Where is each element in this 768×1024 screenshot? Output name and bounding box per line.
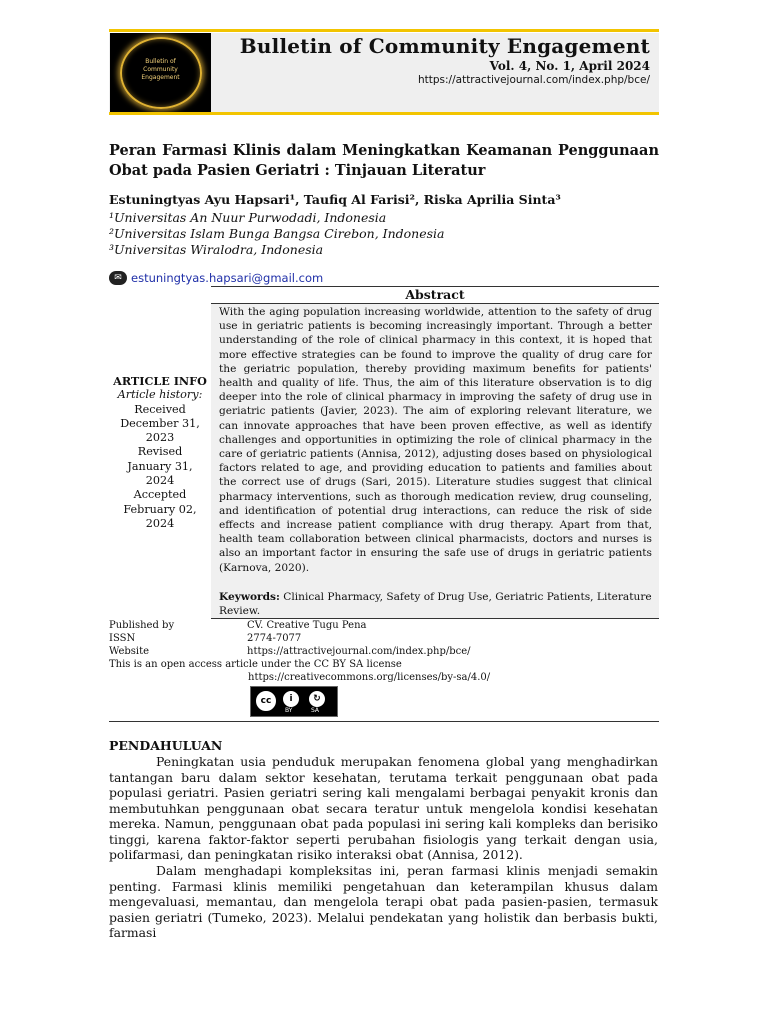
accepted-label: Accepted: [133, 488, 187, 502]
affiliation-1: ¹Universitas An Nuur Purwodadi, Indonesia: [109, 210, 387, 225]
journal-logo: [110, 33, 211, 112]
license-text: This is an open access article under the CC BY SA license: [109, 659, 402, 670]
publisher: CV. Creative Tugu Pena: [247, 620, 367, 631]
body-paragraph-2: Dalam menghadapi kompleksitas ini, peran farmasi klinis menjadi semakin penting. Farmasi klinis memiliki pengetahuan dan keterampilan khusus dalam mengevaluasi, memantau, dan mengelola terapi obat pada pasien-pasien, termasuk pasien geriatri (Tumeko, 2023). Melalui pendekatan yang holistik dan berbasis bukti, farmasi: [109, 863, 658, 940]
header-top-rule: [109, 29, 659, 32]
received-label: Received: [134, 402, 186, 416]
affiliation-3: ³Universitas Wiralodra, Indonesia: [109, 242, 324, 257]
logo-text: [110, 58, 211, 82]
issn: 2774-7077: [247, 633, 302, 644]
website-label: Website: [109, 646, 150, 657]
website[interactable]: https://attractivejournal.com/index.php/bce/: [247, 646, 471, 657]
logo-line-1: Bulletin of: [145, 58, 176, 65]
cc-icon: cc: [254, 689, 278, 713]
body-paragraph-1: Peningkatan usia penduduk merupakan fenomena global yang menghadirkan tantangan baru dalam sektor kesehatan, terutama terkait penggunaan obat pada populasi geriatri. Pasien geriatri sering kali mengalami berbagai penyakit kronis dan membutuhkan penggunaan obat secara teratur untuk mengelola kondisi kesehatan mereka. Namun, penggunaan obat pada populasi ini sering kali kompleks dan berisiko tinggi, karena faktor-faktor seperti perubahan fisiologis yang terkait dengan usia, polifarmasi, dan peningkatan risiko interaksi obat (Annisa, 2012).: [109, 754, 658, 862]
revised-date: January 31, 2024: [127, 459, 193, 488]
corresponding-email[interactable]: [109, 271, 323, 285]
paper-authors: Estuningtyas Ayu Hapsari¹, Taufiq Al Farisi², Riska Aprilia Sinta³: [109, 192, 561, 207]
issn-label: ISSN: [109, 633, 136, 644]
article-info: [109, 374, 211, 531]
cc-by-label: BY: [285, 707, 293, 714]
logo-line-2: Community: [143, 66, 178, 73]
received-date: December 31, 2023: [120, 416, 200, 445]
section-heading: PENDAHULUAN: [109, 738, 223, 753]
paper-title: Peran Farmasi Klinis dalam Meningkatkan Keamanan Penggunaan Obat pada Pasien Geriatri : Tinjauan Literatur: [109, 142, 659, 179]
logo-line-3: Engagement: [141, 74, 180, 81]
accepted-date: February 02, 2024: [123, 502, 197, 530]
keywords-list: Clinical Pharmacy, Safety of Drug Use, Geriatric Patients, Literature Review.: [219, 591, 652, 617]
publication-info: [109, 619, 490, 684]
article-history-label: Article history:: [117, 388, 203, 402]
abstract-text: With the aging population increasing worldwide, attention to the safety of drug use in geriatric patients is becoming increasingly important. Through a better understanding of the role of clinical pharmacy in this context, it is hoped that more effective strategies can be found to improve the quality of drug care for the geriatric population, thereby providing maximum benefits for patients' health and quality of life. Thus, the aim of this literature observation is to dig deeper into the role of clinical pharmacy in improving the safety of drug use in geriatric patients (Javier, 2023). The aim of exploring relevant literature, we can innovate approaches that have been proven effective, as well as identify challenges and opportunities in optimizing the role of clinical pharmacy in the care of geriatric patients (Annisa, 2012), adjusting doses based on physiological factors related to age, and providing education to patients and families about the correct use of drugs (Sari, 2015). Literature studies suggest that clinical pharmacy interventions, such as thorough medication review, drug counseling, and identification of potential drug interactions, can reduce the risk of side effects and increase patient compliance with drug therapy. Apart from that, health team collaboration between clinical pharmacists, doctors and nurses is also an important factor in ensuring the safe use of drugs in geriatric patients (Karnova, 2020).: [219, 306, 652, 574]
envelope-icon: ✉: [109, 271, 127, 285]
article-info-heading: ARTICLE INFO: [113, 374, 207, 388]
section-separator: [109, 721, 659, 722]
journal-title: Bulletin of Community Engagement: [239, 34, 650, 58]
revised-label: Revised: [137, 445, 183, 459]
affiliation-2: ²Universitas Islam Bunga Bangsa Cirebon, Indonesia: [109, 226, 445, 241]
keywords-label: Keywords:: [219, 591, 280, 603]
header-bottom-rule: [109, 112, 659, 115]
journal-url[interactable]: https://attractivejournal.com/index.php/bce/: [418, 74, 650, 86]
abstract-heading: Abstract: [405, 287, 465, 302]
email-address[interactable]: estuningtyas.hapsari@gmail.com: [131, 271, 324, 285]
journal-volume: Vol. 4, No. 1, April 2024: [489, 59, 650, 73]
cc-by-sa-badge[interactable]: [250, 686, 338, 717]
share-alike-icon: ↻: [307, 689, 327, 709]
keywords: [219, 590, 652, 618]
by-person-icon: i: [281, 689, 301, 709]
cc-sa-label: SA: [311, 707, 320, 714]
license-url[interactable]: https://creativecommons.org/licenses/by-sa/4.0/: [248, 672, 491, 683]
published-by-label: Published by: [109, 620, 175, 631]
